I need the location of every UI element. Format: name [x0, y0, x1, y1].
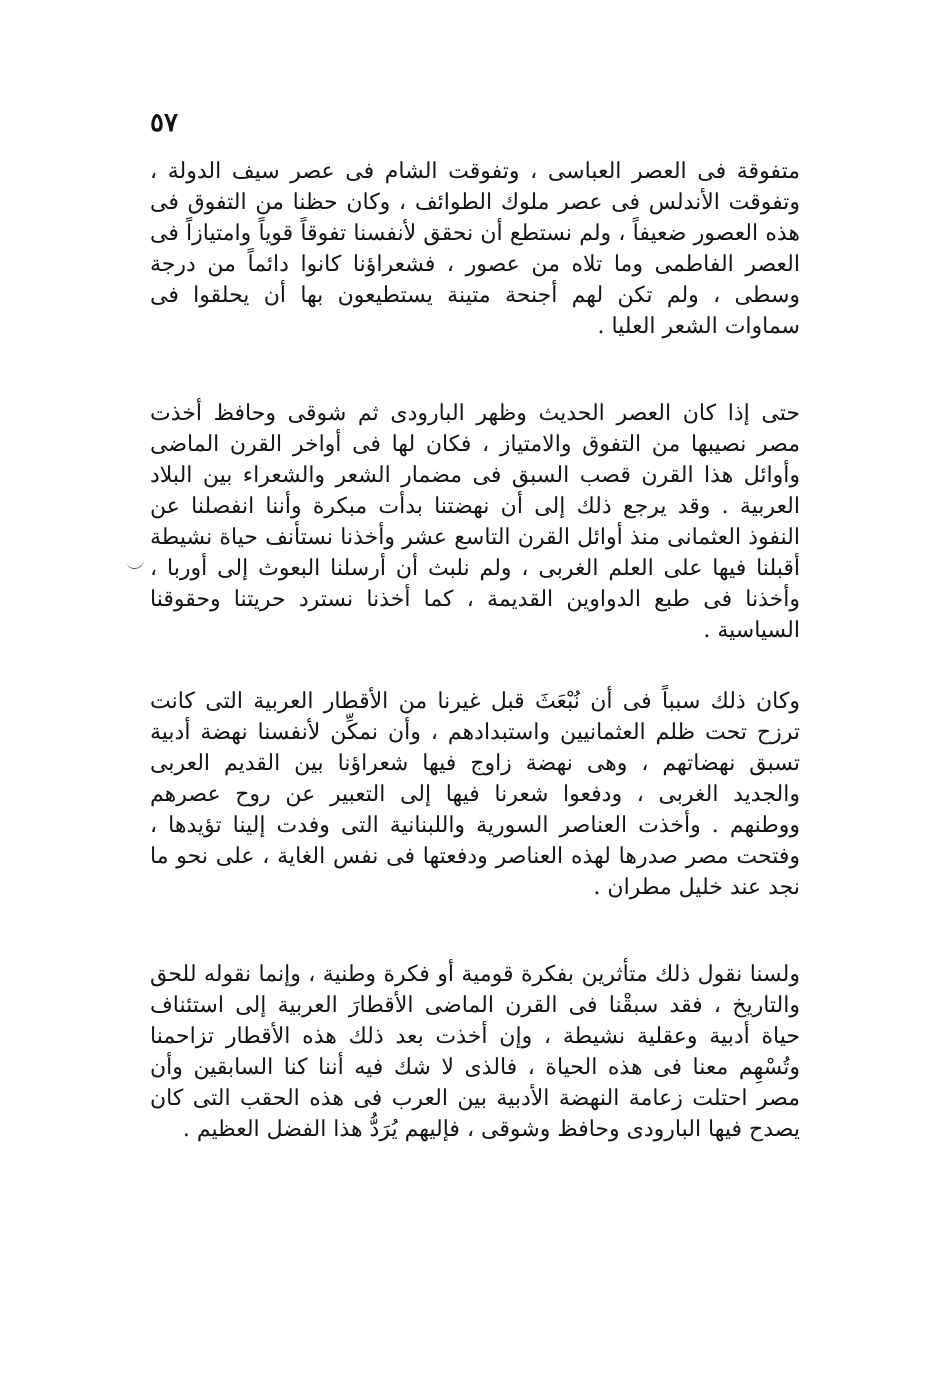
page-number: ٥٧ [150, 108, 178, 138]
paragraph-4: ولسنا نقول ذلك متأثرين بفكرة قومية أو فكرة وطنية ، وإنما نقوله للحق والتاريخ ، فقد سبقْنا فى القرن الماضى الأقطارَ العربية إلى استئناف حياة أدبية وعقلية نشيطة ، وإن أخذت بعد ذلك هذه الأقطار تزاحمنا وتُسْهِم معنا فى هذه الحياة ، فالذى لا شك فيه أننا كنا السابقين وأن مصر احتلت زعامة النهضة الأدبية بين العرب فى هذه الحقب التى كان يصدح فيها البارودى وحافظ وشوقى ، فإليهم يُرَدُّ هذا الفضل العظيم . [150, 962, 800, 1142]
paragraph-3: وكان ذلك سبباً فى أن نُبْعَثَ قبل غيرنا من الأقطار العربية التى كانت ترزح تحت ظلم العثمانيين واستبدادهم ، وأن نمكِّن لأنفسنا نهضة أدبية تسبق نهضاتهم ، وهى نهضة زاوج فيها شعراؤنا بين القديم العربى والجديد الغربى ، ودفعوا شعرنا فيها إلى التعبير عن روح عصرهم ووطنهم . وأخذت العناصر السورية واللبنانية التى وفدت إلينا تؤيدها ، وفتحت مصر صدرها لهذه العناصر ودفعتها فى نفس الغاية ، على نحو ما نجد عند خليل مطران . [150, 689, 800, 900]
paragraph-1: متفوقة فى العصر العباسى ، وتفوقت الشام فى عصر سيف الدولة ، وتفوقت الأندلس فى عصر ملوك الطوائف ، وكان حظنا من التفوق فى هذه العصور ضعيفاً ، ولم نستطع أن نحقق لأنفسنا تفوقاً قوياً وامتيازاً فى العصر الفاطمى وما تلاه من عصور ، فشعراؤنا كانوا دائماً من درجة وسطى ، ولم تكن لهم أجنحة متينة يستطيعون بها أن يحلقوا فى سماوات الشعر العليا . [150, 159, 800, 339]
paragraph-2: حتى إذا كان العصر الحديث وظهر البارودى ثم شوقى وحافظ أخذت مصر نصيبها من التفوق والامتياز ، فكان لها فى أواخر القرن الماضى وأوائل هذا القرن قصب السبق فى مضمار الشعر والشعراء بين البلاد العربية . وقد يرجع ذلك إلى أن نهضتنا بدأت مبكرة وأننا انفصلنا عن النفوذ العثمانى منذ أوائل القرن التاسع عشر وأخذنا نستأنف حياة نشيطة أقبلنا فيها على العلم الغربى ، ولم نلبث أن أرسلنا البعوث إلى أوربا ، وأخذنا فى طبع الدواوين القديمة ، كما أخذنا نسترد حريتنا وحقوقنا السياسية . [150, 401, 800, 643]
body-text [150, 156, 800, 1145]
margin-pencil-mark [125, 555, 145, 570]
